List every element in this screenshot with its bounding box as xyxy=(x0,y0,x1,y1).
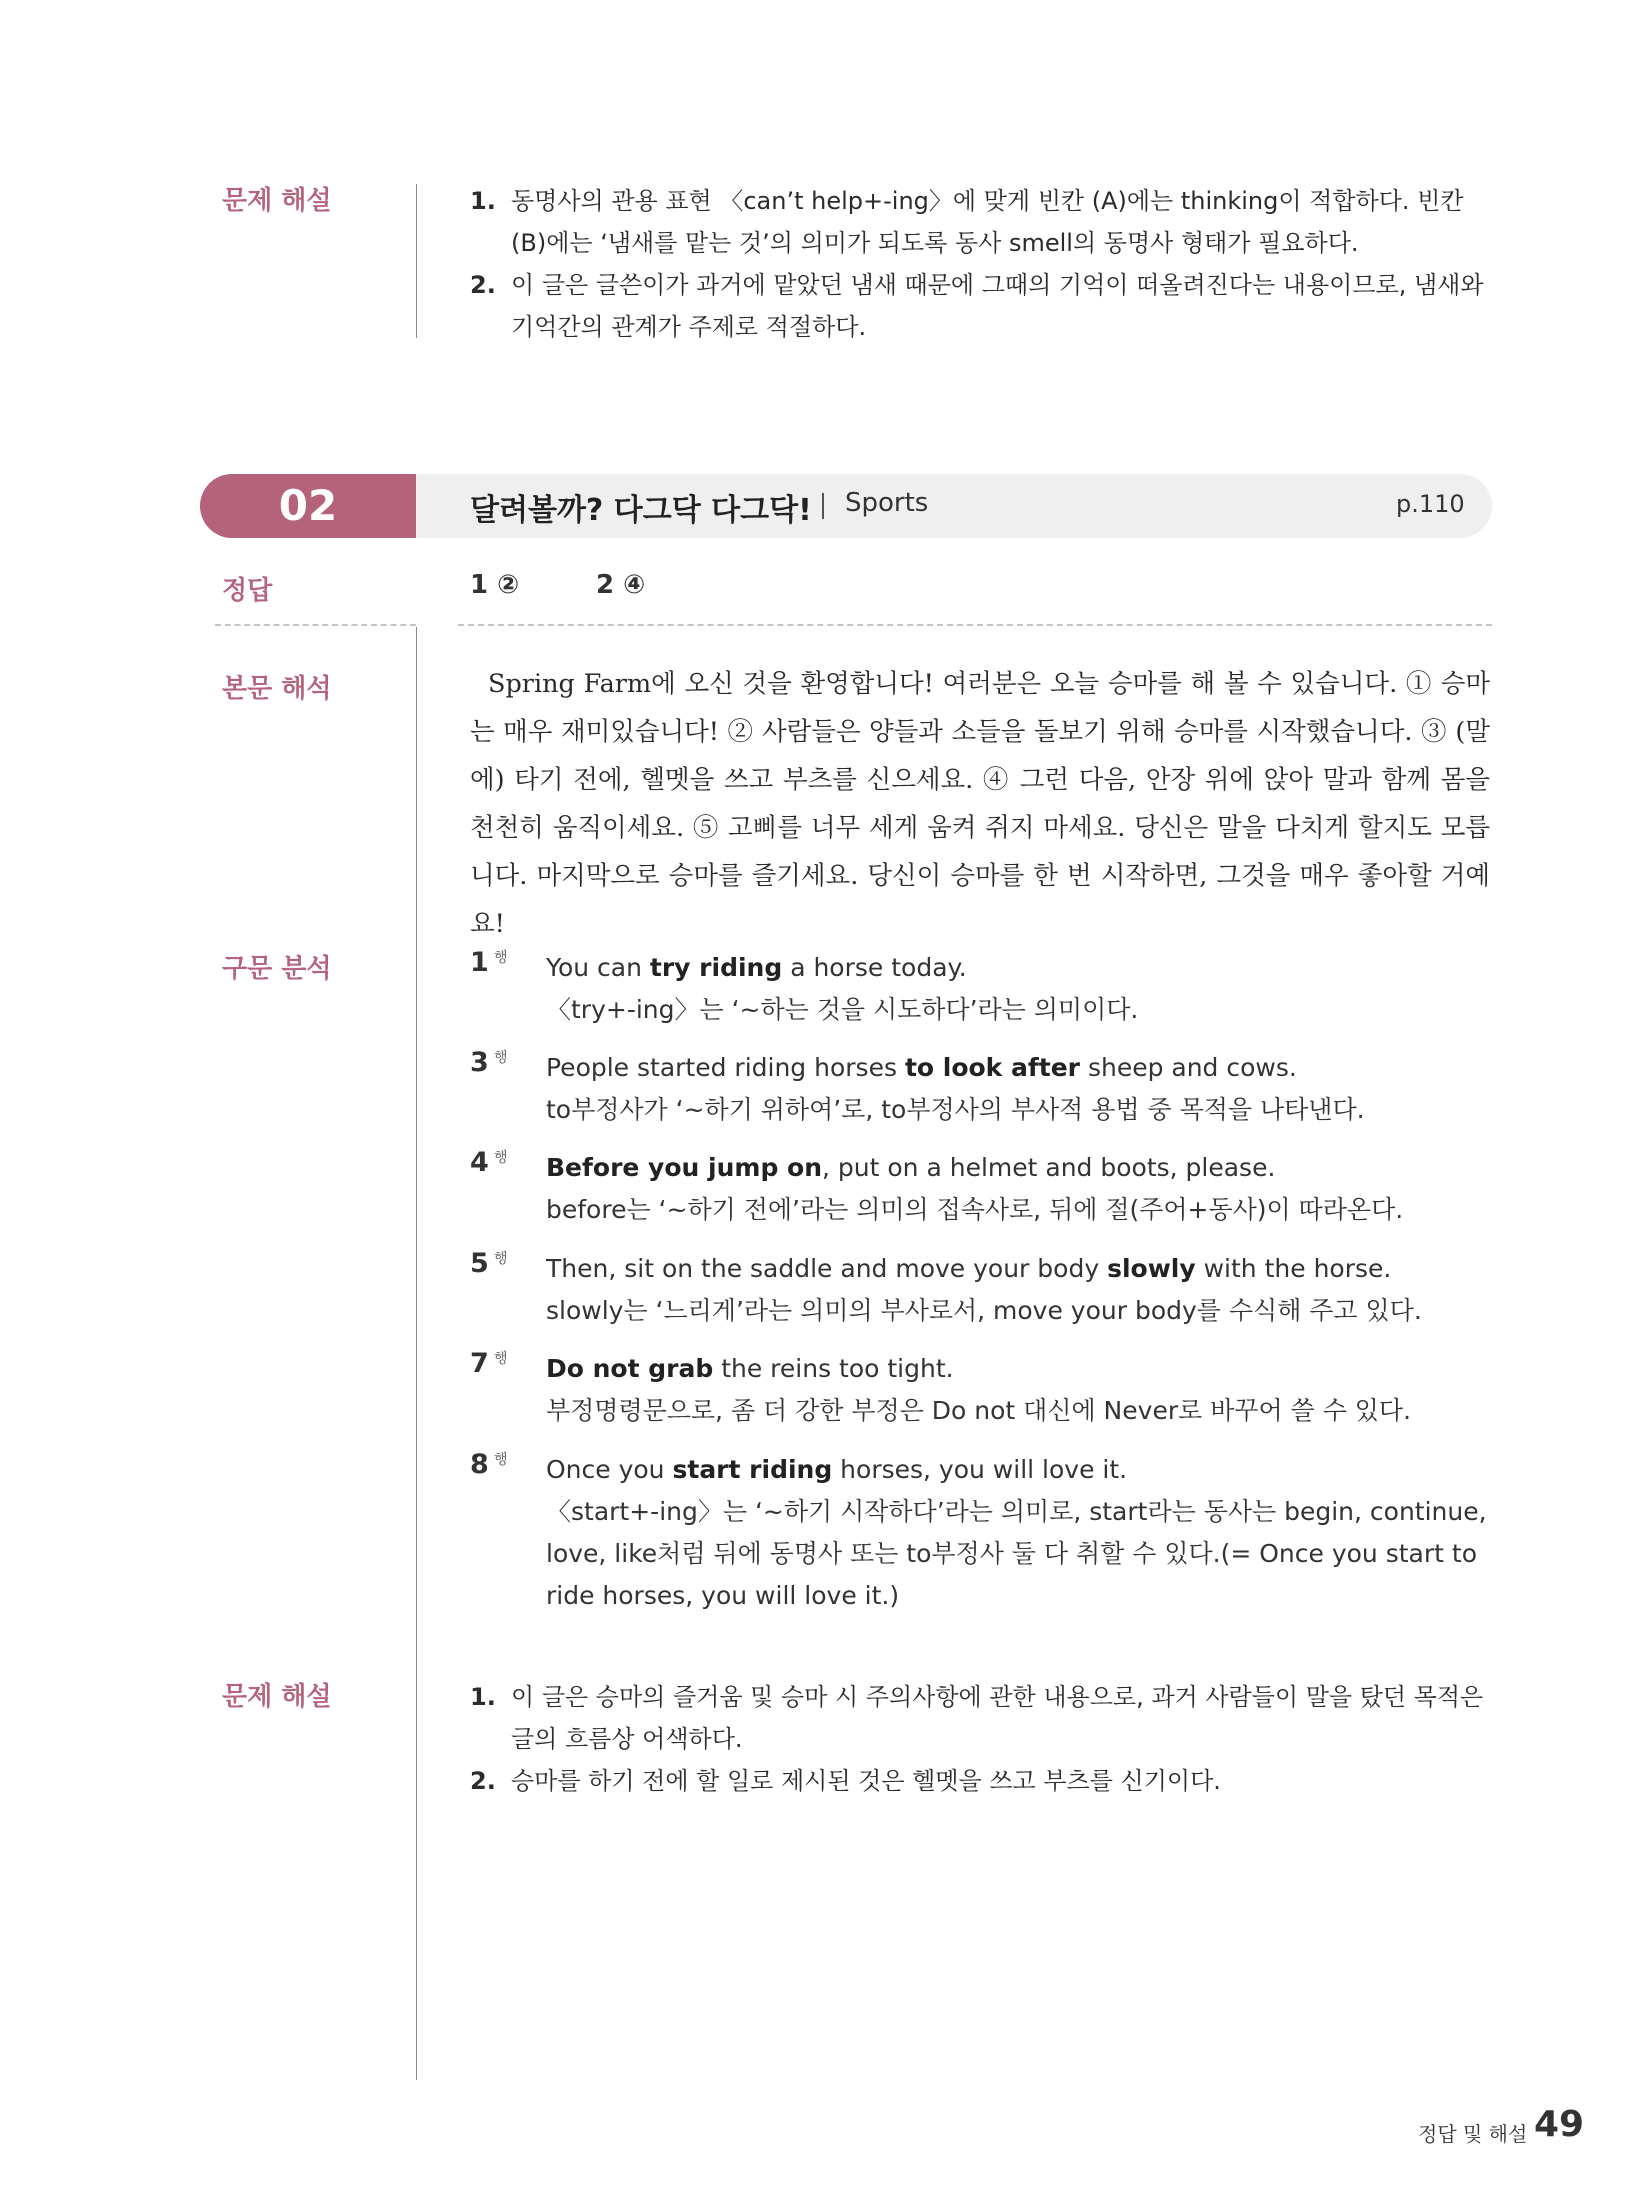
line-number: 8 xyxy=(470,1449,489,1480)
main-divider xyxy=(416,627,417,2080)
analysis-note: 〈try+-ing〉는 ‘~하는 것을 시도하다’라는 의미이다. xyxy=(546,995,1139,1024)
highlight: start riding xyxy=(672,1455,833,1484)
item-number: 2. xyxy=(470,271,496,299)
analysis-content xyxy=(546,1248,1502,1332)
highlight: Do not grab xyxy=(546,1354,714,1383)
dashed-divider-left xyxy=(215,624,416,626)
analysis-note: before는 ‘~하기 전에’라는 의미의 접속사로, 뒤에 절(주어+동사)이 따라온다. xyxy=(546,1195,1404,1224)
line-marker: 행 xyxy=(494,1452,508,1468)
header-separator xyxy=(822,493,824,519)
line-number: 7 xyxy=(470,1348,489,1379)
bottom-explanation-list xyxy=(470,1676,1490,1802)
analysis-content xyxy=(546,1047,1502,1131)
answer-label: 정답 xyxy=(222,576,273,606)
english-sentence: Then, sit on the saddle and move your body slowly with the horse. xyxy=(546,1254,1392,1283)
line-marker: 행 xyxy=(494,950,508,966)
top-section-label: 문제 해설 xyxy=(222,186,332,216)
analysis-label: 구문 분석 xyxy=(222,954,332,984)
bottom-explanation-item-1 xyxy=(470,1676,1490,1760)
english-sentence: Once you start riding horses, you will love it. xyxy=(546,1455,1128,1484)
analysis-note: slowly는 ‘느리게’라는 의미의 부사로서, move your body를 수식해 주고 있다. xyxy=(546,1296,1422,1325)
top-explanation-item-1 xyxy=(470,180,1490,264)
analysis-note: 〈start+-ing〉는 ‘~하기 시작하다’라는 의미로, start라는 동사는 begin, continue, love, like처럼 뒤에 동명사 또는 to부정사 둘 다 취할 수 있다.(= Once you start to ride horses, you will love it.) xyxy=(546,1497,1487,1610)
analysis-note: 부정명령문으로, 좀 더 강한 부정은 Do not 대신에 Never로 바꾸어 쓸 수 있다. xyxy=(546,1396,1412,1425)
answer-1: 1 ② xyxy=(470,570,520,600)
bottom-explanation-item-2 xyxy=(470,1760,1490,1802)
line-number: 1 xyxy=(470,947,489,978)
line-marker: 행 xyxy=(494,1150,508,1166)
translation-text: Spring Farm에 오신 것을 환영합니다! 여러분은 오늘 승마를 해 볼 수 있습니다. ① 승마는 매우 재미있습니다! ② 사람들은 양들과 소들을 돌보기 위해 승마를 시작했습니다. ③ (말에) 타기 전에, 헬멧을 쓰고 부츠를 신으세요. ④ 그런 다음, 안장 위에 앉아 말과 함께 몸을 천천히 움직이세요. ⑤ 고삐를 너무 세게 움켜 쥐지 마세요. 당신은 말을 다치게 할지도 모릅니다. 마지막으로 승마를 즐기세요. 당신이 승마를 한 번 시작하면, 그것을 매우 좋아할 거예요! xyxy=(470,669,1490,939)
analysis-content xyxy=(546,1348,1502,1432)
bottom-section-label: 문제 해설 xyxy=(222,1682,332,1712)
translation-label: 본문 해석 xyxy=(222,674,332,704)
analysis-note: to부정사가 ‘~하기 위하여’로, to부정사의 부사적 용법 중 목적을 나타낸다. xyxy=(546,1095,1365,1124)
highlight: to look after xyxy=(904,1053,1080,1082)
english-sentence: People started riding horses to look after sheep and cows. xyxy=(546,1053,1297,1082)
line-number: 3 xyxy=(470,1047,489,1078)
top-divider xyxy=(416,184,417,338)
line-number: 4 xyxy=(470,1147,489,1178)
analysis-content xyxy=(546,947,1502,1031)
analysis-content xyxy=(546,1449,1502,1617)
line-marker: 행 xyxy=(494,1351,508,1367)
lesson-number-badge: 02 xyxy=(200,474,416,538)
item-text: 이 글은 승마의 즐거움 및 승마 시 주의사항에 관한 내용으로, 과거 사람들이 말을 탔던 목적은 글의 흐름상 어색하다. xyxy=(511,1683,1484,1753)
lesson-page-reference: p.110 xyxy=(1396,490,1465,518)
item-number: 1. xyxy=(470,187,496,215)
line-marker: 행 xyxy=(494,1251,508,1267)
item-text: 동명사의 관용 표현 〈can’t help+-ing〉에 맞게 빈칸 (A)에는 thinking이 적합하다. 빈칸 (B)에는 ‘냄새를 맡는 것’의 의미가 되도록 동사 smell의 동명사 형태가 필요하다. xyxy=(511,187,1464,257)
analysis-content xyxy=(546,1147,1502,1231)
page-number: 49 xyxy=(1534,2104,1585,2145)
line-number: 5 xyxy=(470,1248,489,1279)
line-marker: 행 xyxy=(494,1050,508,1066)
highlight: try riding xyxy=(649,953,783,982)
highlight: Before you jump on xyxy=(546,1153,823,1182)
answer-2: 2 ④ xyxy=(596,570,646,600)
highlight: slowly xyxy=(1107,1254,1196,1283)
top-explanation-list xyxy=(470,180,1490,348)
english-sentence: Do not grab the reins too tight. xyxy=(546,1354,954,1383)
english-sentence: Before you jump on, put on a helmet and boots, please. xyxy=(546,1153,1276,1182)
item-number: 1. xyxy=(470,1683,496,1711)
english-sentence: You can try riding a horse today. xyxy=(546,953,967,982)
lesson-category: Sports xyxy=(845,488,929,518)
item-text: 승마를 하기 전에 할 일로 제시된 것은 헬멧을 쓰고 부츠를 신기이다. xyxy=(511,1767,1221,1795)
footer-section-label: 정답 및 해설 xyxy=(1418,2122,1528,2146)
item-number: 2. xyxy=(470,1767,496,1795)
top-explanation-item-2 xyxy=(470,264,1490,348)
item-text: 이 글은 글쓴이가 과거에 맡았던 냄새 때문에 그때의 기억이 떠올려진다는 내용이므로, 냄새와 기억간의 관계가 주제로 적절하다. xyxy=(511,271,1484,341)
dashed-divider-right xyxy=(458,624,1492,626)
lesson-title: 달려볼까? 다그닥 다그닥! xyxy=(470,493,812,528)
